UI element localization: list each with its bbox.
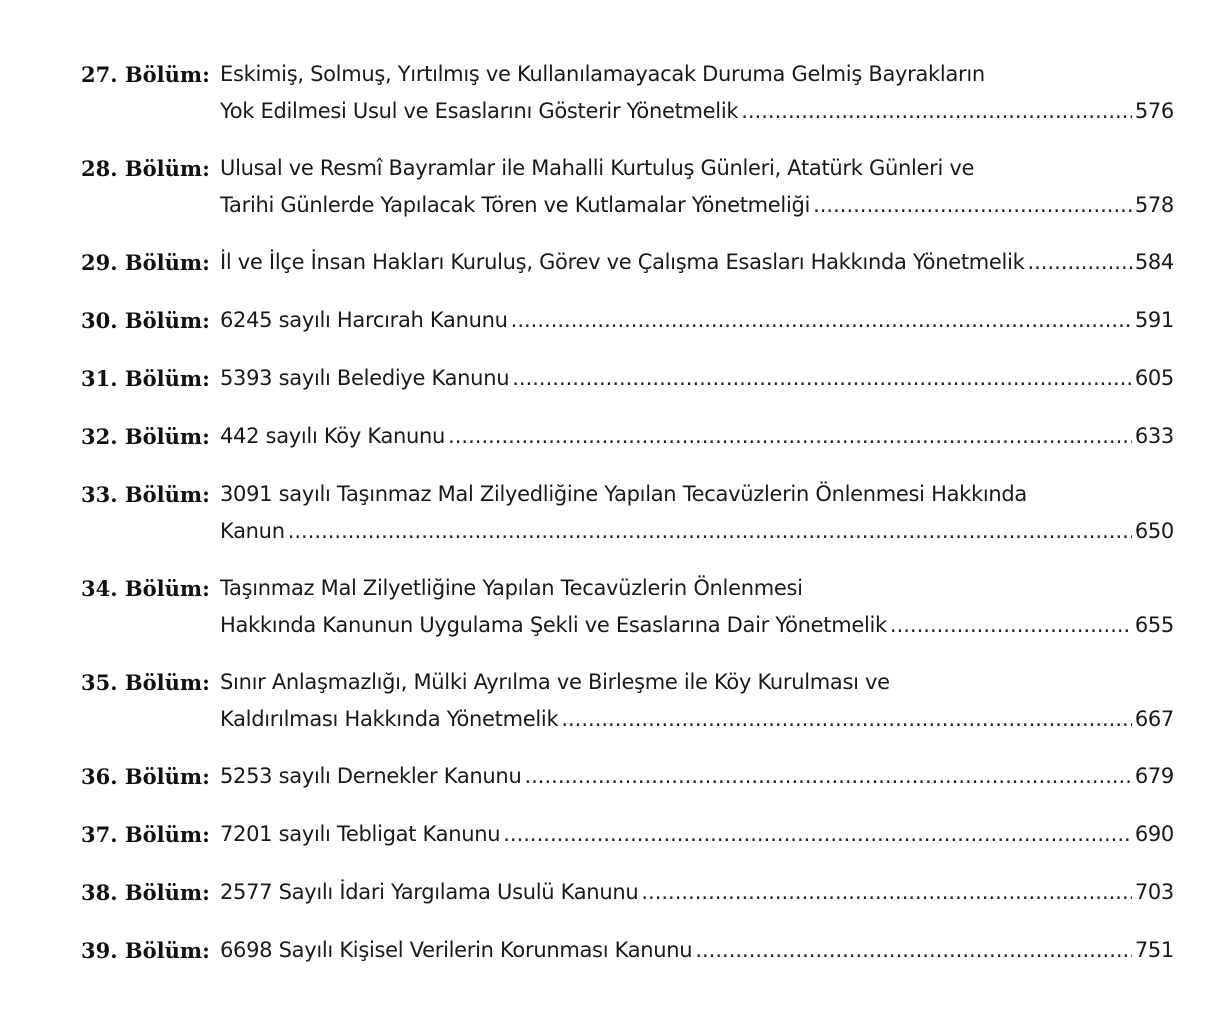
dot-leader bbox=[890, 607, 1132, 644]
entry-title: 5253 sayılı Dernekler Kanunu bbox=[220, 764, 522, 788]
toc-entry bbox=[81, 570, 1174, 644]
entry-leader-line bbox=[220, 244, 1174, 281]
chapter-label: 29. Bölüm: bbox=[81, 250, 210, 275]
chapter-label: 31. Bölüm: bbox=[81, 366, 210, 391]
dot-leader bbox=[741, 93, 1132, 130]
dot-leader bbox=[511, 302, 1132, 339]
toc-entry bbox=[81, 874, 1174, 911]
chapter-label: 38. Bölüm: bbox=[81, 880, 210, 905]
toc-entry bbox=[81, 244, 1174, 281]
entry-title: 5393 sayılı Belediye Kanunu bbox=[220, 366, 510, 390]
toc-entry bbox=[81, 476, 1174, 550]
dot-leader bbox=[561, 701, 1132, 738]
page-number: 633 bbox=[1134, 424, 1174, 448]
entry-title: İl ve İlçe İnsan Hakları Kuruluş, Görev ve Çalışma Esasları Hakkında Yönetmelik bbox=[220, 250, 1025, 274]
entry-body bbox=[220, 874, 1174, 911]
chapter-label: 30. Bölüm: bbox=[81, 308, 210, 333]
toc-entry bbox=[81, 816, 1174, 853]
entry-title: Tarihi Günlerde Yapılacak Tören ve Kutlamalar Yönetmeliği bbox=[220, 193, 811, 217]
entry-leader-line bbox=[220, 418, 1174, 455]
dot-leader bbox=[448, 418, 1132, 455]
page-number: 578 bbox=[1134, 193, 1174, 217]
entry-leader-line bbox=[220, 701, 1174, 738]
chapter-label: 36. Bölüm: bbox=[81, 764, 210, 789]
page-number: 605 bbox=[1134, 366, 1174, 390]
page-number: 655 bbox=[1134, 613, 1174, 637]
entry-title-line: Eskimiş, Solmuş, Yırtılmış ve Kullanılamayacak Duruma Gelmiş Bayrakların bbox=[220, 62, 985, 86]
chapter-label: 37. Bölüm: bbox=[81, 822, 210, 847]
page-number: 690 bbox=[1134, 822, 1174, 846]
dot-leader bbox=[503, 816, 1132, 853]
dot-leader bbox=[524, 758, 1131, 795]
page-number: 667 bbox=[1134, 707, 1174, 731]
entry-title-line: Ulusal ve Resmî Bayramlar ile Mahalli Kurtuluş Günleri, Atatürk Günleri ve bbox=[220, 156, 975, 180]
dot-leader bbox=[813, 187, 1132, 224]
entry-leader-line bbox=[220, 187, 1174, 224]
toc-entry bbox=[81, 932, 1174, 969]
chapter-label: 35. Bölüm: bbox=[81, 670, 210, 695]
toc-entry bbox=[81, 758, 1174, 795]
chapter-label: 27. Bölüm: bbox=[81, 62, 210, 87]
entry-body bbox=[220, 664, 1174, 738]
dot-leader bbox=[641, 874, 1131, 911]
entry-title: 442 sayılı Köy Kanunu bbox=[220, 424, 446, 448]
page-number: 584 bbox=[1134, 250, 1174, 274]
toc-entry bbox=[81, 360, 1174, 397]
entry-title-line: Taşınmaz Mal Zilyetliğine Yapılan Tecavüzlerin Önlenmesi bbox=[220, 576, 803, 600]
entry-leader-line bbox=[220, 758, 1174, 795]
chapter-label: 39. Bölüm: bbox=[81, 938, 210, 963]
entry-leader-line bbox=[220, 302, 1174, 339]
dot-leader bbox=[1027, 244, 1131, 281]
entry-title-line: 3091 sayılı Taşınmaz Mal Zilyedliğine Yapılan Tecavüzlerin Önlenmesi Hakkında bbox=[220, 482, 1028, 506]
entry-body bbox=[220, 932, 1174, 969]
table-of-contents bbox=[81, 56, 1174, 990]
entry-leader-line bbox=[220, 874, 1174, 911]
toc-entry bbox=[81, 56, 1174, 130]
dot-leader bbox=[512, 360, 1132, 397]
page-number: 751 bbox=[1134, 938, 1174, 962]
entry-leader-line bbox=[220, 932, 1174, 969]
page-number: 679 bbox=[1134, 764, 1174, 788]
entry-body bbox=[220, 570, 1174, 644]
page-number: 650 bbox=[1134, 519, 1174, 543]
entry-title: 2577 Sayılı İdari Yargılama Usulü Kanunu bbox=[220, 880, 639, 904]
page-number: 591 bbox=[1134, 308, 1174, 332]
entry-body bbox=[220, 476, 1174, 550]
entry-title-line: Sınır Anlaşmazlığı, Mülki Ayrılma ve Birleşme ile Köy Kurulması ve bbox=[220, 670, 890, 694]
toc-entry bbox=[81, 302, 1174, 339]
entry-leader-line bbox=[220, 816, 1174, 853]
page-number: 576 bbox=[1134, 99, 1174, 123]
entry-leader-line bbox=[220, 513, 1174, 550]
dot-leader bbox=[288, 513, 1132, 550]
entry-title: 6245 sayılı Harcırah Kanunu bbox=[220, 308, 508, 332]
entry-body bbox=[220, 302, 1174, 339]
chapter-label: 33. Bölüm: bbox=[81, 482, 210, 507]
entry-leader-line bbox=[220, 93, 1174, 130]
entry-title: Yok Edilmesi Usul ve Esaslarını Gösterir Yönetmelik bbox=[220, 99, 739, 123]
entry-body bbox=[220, 418, 1174, 455]
chapter-label: 32. Bölüm: bbox=[81, 424, 210, 449]
entry-title: Kaldırılması Hakkında Yönetmelik bbox=[220, 707, 559, 731]
entry-body bbox=[220, 360, 1174, 397]
entry-body bbox=[220, 816, 1174, 853]
toc-entry bbox=[81, 418, 1174, 455]
dot-leader bbox=[695, 932, 1131, 969]
entry-title: 6698 Sayılı Kişisel Verilerin Korunması Kanunu bbox=[220, 938, 693, 962]
toc-entry bbox=[81, 150, 1174, 224]
entry-title: Hakkında Kanunun Uygulama Şekli ve Esaslarına Dair Yönetmelik bbox=[220, 613, 887, 637]
entry-body bbox=[220, 150, 1174, 224]
entry-body bbox=[220, 758, 1174, 795]
entry-body bbox=[220, 244, 1174, 281]
entry-title: 7201 sayılı Tebligat Kanunu bbox=[220, 822, 501, 846]
entry-leader-line bbox=[220, 360, 1174, 397]
entry-leader-line bbox=[220, 607, 1174, 644]
toc-entry bbox=[81, 664, 1174, 738]
chapter-label: 34. Bölüm: bbox=[81, 576, 210, 601]
chapter-label: 28. Bölüm: bbox=[81, 156, 210, 181]
entry-body bbox=[220, 56, 1174, 130]
entry-title: Kanun bbox=[220, 519, 285, 543]
page-number: 703 bbox=[1134, 880, 1174, 904]
